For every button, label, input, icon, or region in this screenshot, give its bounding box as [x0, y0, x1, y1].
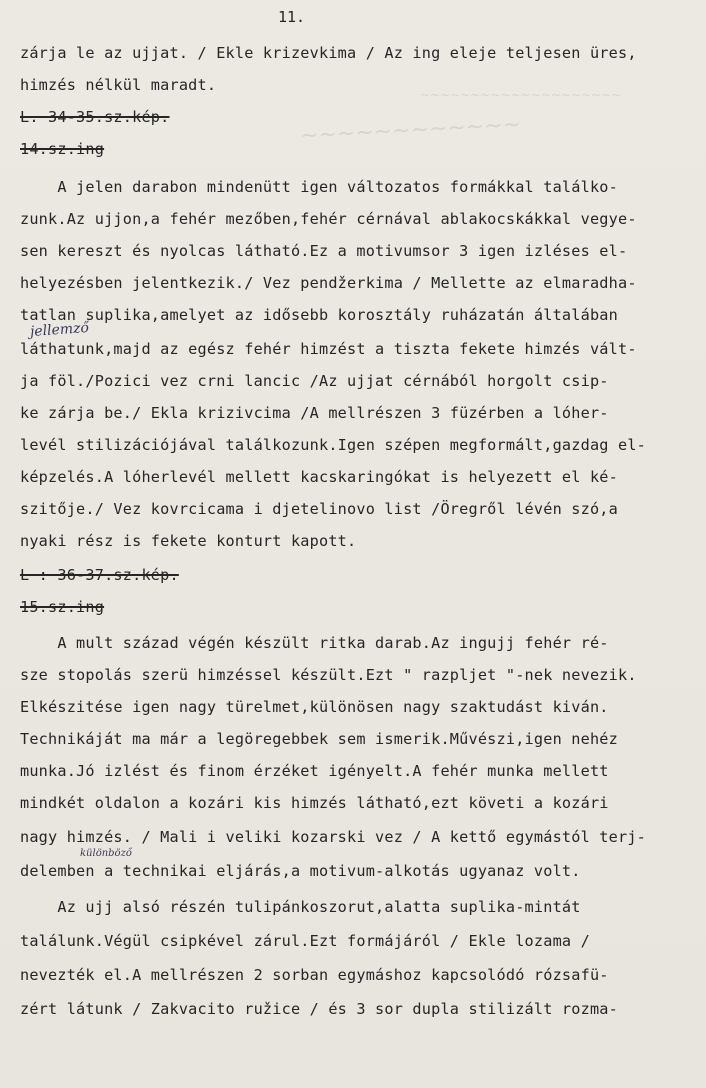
text-line: nyaki rész is fekete konturt kapott. [20, 532, 357, 550]
struck-heading: 15.sz.ing [20, 598, 105, 616]
text-line: Technikáját ma már a legöregebbek sem ismerik.Művészi,igen nehéz [20, 730, 618, 748]
text-line: sze stopolás szerü himzéssel készült.Ezt " razpljet "-nek nevezik. [20, 666, 637, 684]
text-line: A mult század végén készült ritka darab.Az ingujj fehér ré- [20, 634, 609, 652]
text-line: tatlan suplika,amelyet az idősebb korosztály ruházatán általában [20, 306, 618, 324]
text-line: A jelen darabon mindenütt igen változatos formákkal találko- [20, 178, 618, 196]
text-line: képzelés.A lóherlevél mellett kacskaringókat is helyezett el ké- [20, 468, 618, 486]
text-line: nagy himzés. / Mali i veliki kozarski vez / A kettő egymástól terj- [20, 828, 647, 846]
bleed-through-mark: ~~~~~~~~~~~~ [299, 112, 522, 149]
page-number: 11. [278, 8, 306, 26]
text-line: láthatunk,majd az egész fehér himzést a tiszta fekete himzés vált- [20, 340, 637, 358]
text-line: himzés nélkül maradt. [20, 76, 217, 94]
struck-reference: L : 36-37.sz.kép. [20, 566, 179, 584]
handwritten-insert-note: különböző [80, 848, 132, 859]
text-line: Elkészitése igen nagy türelmet,különösen nagy szaktudást kiván. [20, 698, 609, 716]
text-line: zért látunk / Zakvacito ružice / és 3 sor dupla stilizált rozma- [20, 1000, 618, 1018]
text-line: nevezték el.A mellrészen 2 sorban egymáshoz kapcsolódó rózsafü- [20, 966, 609, 984]
text-line: zunk.Az ujjon,a fehér mezőben,fehér cérnával ablakocskákkal vegye- [20, 210, 637, 228]
text-line: találunk.Végül csipkével zárul.Ezt formájáról / Ekle lozama / [20, 932, 590, 950]
text-line: szitője./ Vez kovrcicama i djetelinovo list /Öregről lévén szó,a [20, 500, 618, 518]
text-line: levél stilizációjával találkozunk.Igen szépen megformált,gazdag el- [20, 436, 647, 454]
struck-reference: L. 34-35.sz.kép. [20, 108, 170, 126]
text-line: munka.Jó izlést és finom érzéket igényelt.A fehér munka mellett [20, 762, 609, 780]
text-line: sen kereszt és nyolcas látható.Ez a motivumsor 3 igen izléses el- [20, 242, 628, 260]
struck-heading: 14.sz.ing [20, 140, 105, 158]
text-line: zárja le az ujjat. / Ekle krizevkima / Az ing eleje teljesen üres, [20, 44, 637, 62]
handwritten-margin-note: jellemző [29, 319, 90, 341]
bleed-through-mark: ~~~~~~~~~~~~~~~~~~~~ [420, 88, 622, 102]
text-line: ja föl./Pozici vez crni lancic /Az ujjat cérnából horgolt csip- [20, 372, 609, 390]
text-line: delemben a technikai eljárás,a motivum-alkotás ugyanaz volt. [20, 862, 581, 880]
text-line: helyezésben jelentkezik./ Vez pendžerkima / Mellette az elmaradha- [20, 274, 637, 292]
text-line: Az ujj alsó részén tulipánkoszorut,alatta suplika-mintát [20, 898, 581, 916]
text-line: ke zárja be./ Ekla krizivcima /A mellrészen 3 füzérben a lóher- [20, 404, 609, 422]
text-line: mindkét oldalon a kozári kis himzés látható,ezt követi a kozári [20, 794, 609, 812]
